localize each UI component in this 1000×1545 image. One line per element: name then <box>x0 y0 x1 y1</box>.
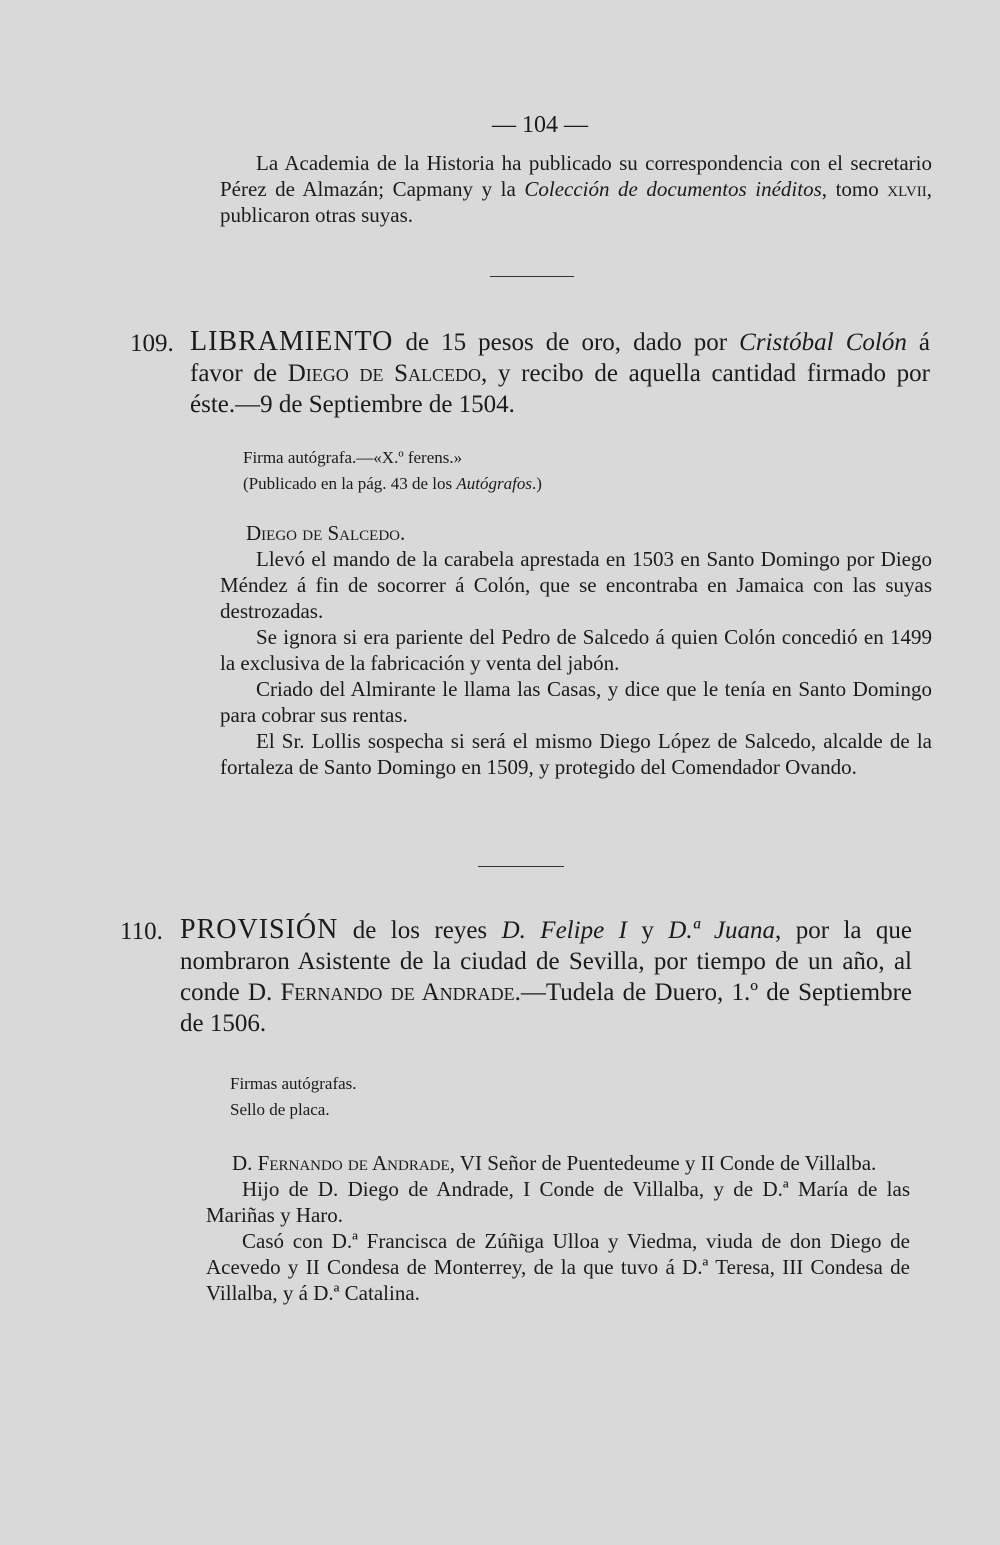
entry-109-t2: á favor de <box>190 329 930 387</box>
entry-109-note-2b: .) <box>531 474 542 493</box>
entry-109-bio-p1: Llevó el mando de la carabela aprestada en 1503 en Santo Domingo por Diego Méndez á fin de socorrer á Colón, que se encontraba en Jamaica con las suyas destrozadas. <box>220 547 932 623</box>
entry-109-note-2-italic: Autógrafos <box>456 474 532 493</box>
entry-109-note-2 <box>243 472 542 495</box>
section-divider-2 <box>478 866 564 867</box>
entry-110-bio-p3: Casó con D.ª Francisca de Zúñiga Ulloa y Viedma, viuda de don Diego de Acevedo y II Condesa de Monterrey, de la que tuvo á D.ª Teresa, III Condesa de Villalba, y á D.ª Catalina. <box>206 1229 910 1305</box>
intro-part1: La Academia de la Historia ha publicado su correspondencia con el secretario Pérez de Almazán; Capmany y la <box>220 151 932 201</box>
entry-110-heading <box>180 914 912 1039</box>
entry-109-biography <box>220 520 932 780</box>
entry-110-t3: , por la que nombraron Asistente de la ciudad de Sevilla, por tiempo de un año, al conde D. <box>180 917 913 1006</box>
entry-109-signer: Cristóbal Colón <box>739 329 907 356</box>
section-divider-1 <box>490 276 574 277</box>
intro-text <box>220 150 932 228</box>
entry-110-t4: .—Tudela de Duero, 1.º de Septiembre de 1506. <box>180 979 912 1037</box>
entry-109-t3: , y recibo de aquella cantidad firmado por éste.—9 de Septiembre de 1504. <box>190 360 931 418</box>
entry-110-note-2: Sello de placa. <box>230 1100 330 1119</box>
entry-109-bio-p4: El Sr. Lollis sospecha si será el mismo Diego López de Salcedo, alcalde de la fortaleza de Santo Domingo en 1509, y protegido del Comendador Ovando. <box>220 729 932 779</box>
entry-110-queen: D.ª Juana <box>668 917 776 944</box>
entry-109-bio-p2: Se ignora si era pariente del Pedro de Salcedo á quien Colón concedió en 1499 la exclusiva de la fabricación y venta del jabón. <box>220 625 932 675</box>
entry-110-appointee: Fernando de Andrade <box>280 979 515 1006</box>
entry-110-number: 110. <box>120 918 163 945</box>
intro-paragraph <box>220 150 932 228</box>
entry-109-heading <box>190 326 930 420</box>
entry-109-bio-heading: Diego de Salcedo. <box>246 521 406 545</box>
entry-110-t1: de los reyes <box>338 917 502 944</box>
intro-part3: , publicaron otras suyas. <box>220 177 932 227</box>
intro-volume: xlvii <box>887 177 927 201</box>
entry-110-bio-p1 <box>206 1150 910 1176</box>
entry-109-bio-p3: Criado del Almirante le llama las Casas, y dice que le tenía en Santo Domingo para cobrar sus rentas. <box>220 677 932 727</box>
entry-110-bio-name: Fernando de Andrade <box>257 1151 450 1175</box>
entry-110-bio-p1b: , VI Señor de Puentedeume y II Conde de Villalba. <box>449 1151 877 1175</box>
entry-110-lead-word: PROVISIÓN <box>180 914 339 945</box>
intro-part2: , tomo <box>821 177 888 201</box>
entry-110-t2: y <box>626 917 669 944</box>
entry-109-note-2a: (Publicado en la pág. 43 de los <box>243 474 457 493</box>
intro-italic-title: Colección de documentos inéditos <box>524 177 822 201</box>
entry-110-bio-p1a: D. <box>232 1151 258 1175</box>
page-number: — 104 — <box>492 112 588 138</box>
entry-109-recipient: Diego de Salcedo <box>287 360 482 387</box>
entry-110-bio-p2: Hijo de D. Diego de Andrade, I Conde de Villalba, y de D.ª María de las Mariñas y Haro. <box>206 1177 910 1227</box>
entry-110-king: D. Felipe I <box>501 917 627 944</box>
entry-109-number: 109. <box>130 330 174 357</box>
entry-110-biography <box>206 1150 910 1306</box>
entry-109-note-1: Firma autógrafa.—«X.º ferens.» <box>243 448 463 467</box>
entry-110-note-1: Firmas autógrafas. <box>230 1074 357 1093</box>
entry-109-lead-word: LIBRAMIENTO <box>190 326 394 357</box>
entry-109-t1: de 15 pesos de oro, dado por <box>393 329 740 356</box>
